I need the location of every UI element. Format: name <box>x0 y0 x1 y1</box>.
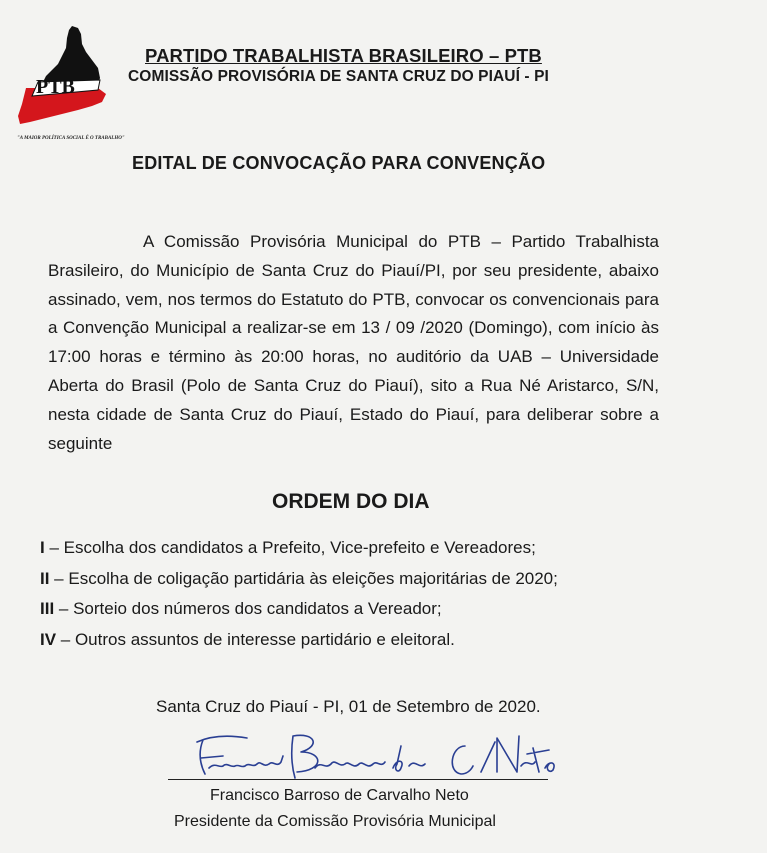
agenda-item-text: – Escolha de coligação partidária às eleições majoritárias de 2020; <box>49 568 558 588</box>
place-and-date: Santa Cruz do Piauí - PI, 01 de Setembro de 2020. <box>156 697 541 716</box>
agenda-item-number: III <box>40 599 55 618</box>
logo-tagline: "A MAIOR POLÍTICA SOCIAL É O TRABALHO" <box>17 136 125 141</box>
signature-line <box>168 779 548 780</box>
paragraph-text: A Comissão Provisória Municipal do PTB – Partido Trabalhista Brasileiro, do Município de Santa Cruz do Piauí/PI, por seu presidente, abaixo assinado, vem, nos termos do Estatuto do PTB, convocar os convencionais para a Convenção Municipal a realizar-se em 13 / 09 /2020 (Domingo), com início às 17:00 horas e término às 20:00 horas, no auditório da UAB – Universidade Aberta do Brasil (Polo de Santa Cruz do Piauí), sito a Rua Né Aristarco, S/N, nesta cidade de Santa Cruz do Piauí, Estado do Piauí, para deliberar sobre a seguinte <box>48 232 659 453</box>
agenda-item-text: – Outros assuntos de interesse partidário e eleitoral. <box>56 629 455 649</box>
commission-name: COMISSÃO PROVISÓRIA DE SANTA CRUZ DO PIAUÍ - PI <box>128 68 549 85</box>
ptb-logo <box>12 24 125 152</box>
svg-text:PTB: PTB <box>36 76 75 98</box>
party-name: PARTIDO TRABALHISTA BRASILEIRO – PTB <box>145 45 542 66</box>
agenda-item <box>40 568 680 599</box>
handwritten-signature <box>165 728 565 784</box>
document-title: EDITAL DE CONVOCAÇÃO PARA CONVENÇÃO <box>132 153 546 173</box>
signer-role: Presidente da Comissão Provisória Municipal <box>174 813 496 830</box>
agenda-title: ORDEM DO DIA <box>272 490 430 513</box>
agenda-item <box>40 537 680 568</box>
agenda-item <box>40 629 680 660</box>
agenda-list <box>40 537 680 659</box>
agenda-item-text: – Escolha dos candidatos a Prefeito, Vice-prefeito e Vereadores; <box>44 538 536 557</box>
signature-lettering: Francisco Barroso de C Neto <box>165 728 178 729</box>
agenda-item-number: IV <box>40 629 57 649</box>
convocation-paragraph <box>48 228 659 458</box>
agenda-item <box>40 598 680 629</box>
ptb-logo-icon <box>12 24 120 128</box>
agenda-item-number: I <box>40 538 45 557</box>
agenda-item-text: – Sorteio dos números dos candidatos a Vereador; <box>54 599 442 618</box>
signer-name: Francisco Barroso de Carvalho Neto <box>210 787 469 804</box>
agenda-item-number: II <box>40 568 50 588</box>
